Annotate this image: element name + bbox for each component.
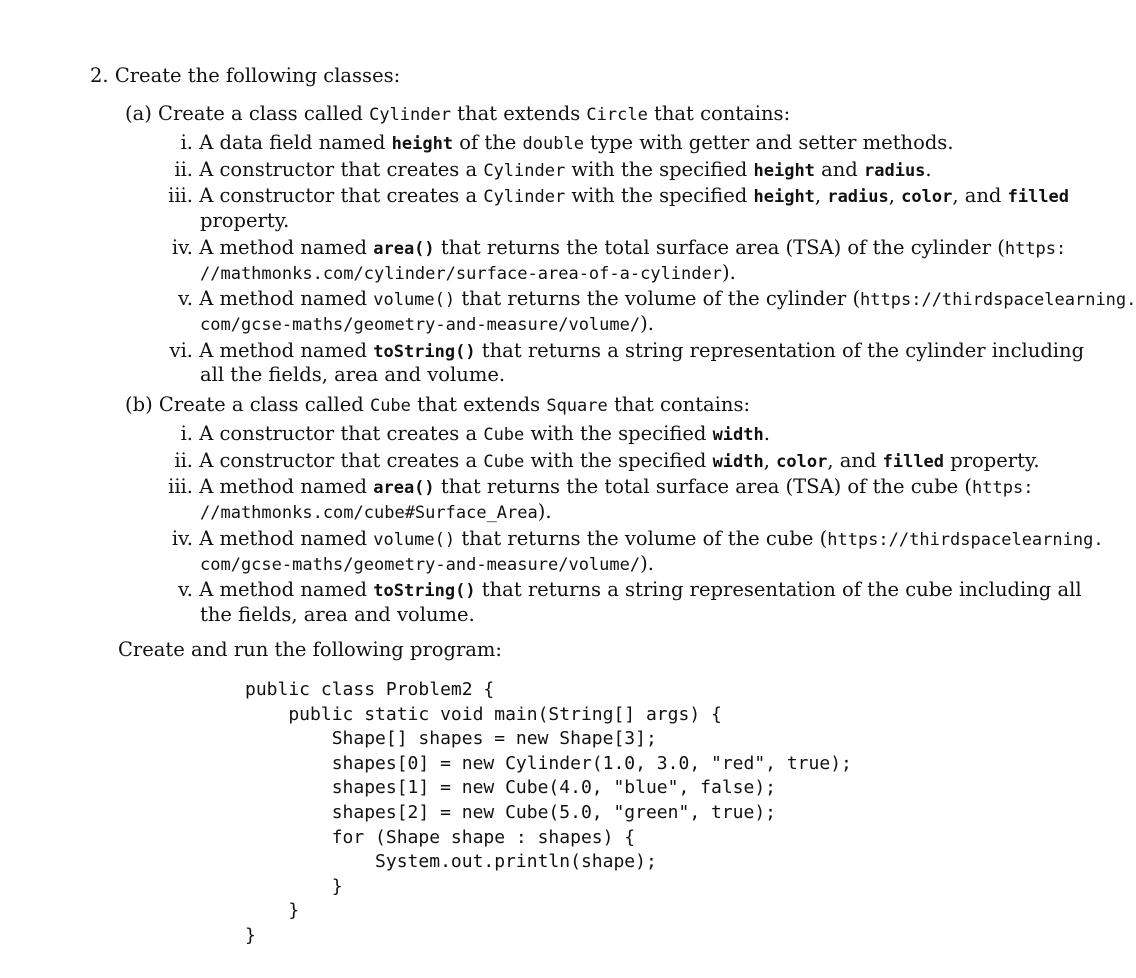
part-b-item-3-cont bbox=[200, 500, 552, 525]
part-b-parent-class: Square bbox=[546, 396, 608, 416]
item-text: that returns the volume of the cylinder ( bbox=[455, 287, 861, 310]
item-text: A constructor that creates a bbox=[199, 184, 484, 207]
url-link[interactable]: //mathmonks.com/cube#Surface_Area bbox=[200, 503, 538, 523]
url-link[interactable]: com/gcse-maths/geometry-and-measure/volume/ bbox=[200, 315, 641, 335]
code-line: shapes[1] = new Cube(4.0, "blue", false); bbox=[245, 777, 777, 799]
code-term: width bbox=[712, 452, 764, 472]
item-text: type with getter and setter methods. bbox=[583, 131, 954, 154]
item-text: that returns the total surface area (TSA) of the cylinder ( bbox=[434, 236, 1005, 259]
code-term: height bbox=[391, 134, 454, 154]
code-line: shapes[0] = new Cylinder(1.0, 3.0, "red", true); bbox=[245, 752, 852, 774]
item-label: iii. bbox=[168, 184, 193, 207]
item-label: i. bbox=[180, 422, 193, 445]
item-label: ii. bbox=[174, 449, 193, 472]
code-term: Cylinder bbox=[483, 187, 566, 207]
code-term: color bbox=[901, 187, 953, 207]
item-text: with the specified bbox=[524, 449, 713, 472]
part-a-class-name: Cylinder bbox=[369, 105, 451, 125]
item-text: A constructor that creates a bbox=[199, 422, 484, 445]
code-term: filled bbox=[882, 452, 945, 472]
part-a-text: that contains: bbox=[647, 102, 791, 125]
part-b-item-4 bbox=[160, 527, 1104, 552]
item-text: of the bbox=[453, 131, 523, 154]
item-text: ). bbox=[721, 261, 736, 284]
item-text: and bbox=[814, 158, 864, 181]
part-a-item-2 bbox=[160, 158, 932, 183]
item-text: that returns a string representation of the cylinder including bbox=[475, 339, 1085, 362]
code-block bbox=[245, 678, 852, 949]
part-a-item-5 bbox=[160, 287, 1136, 312]
item-label: v. bbox=[178, 578, 193, 601]
item-text: that returns a string representation of the cube including all bbox=[475, 578, 1082, 601]
part-a-item-3 bbox=[160, 184, 1069, 209]
part-b-text: that contains: bbox=[607, 393, 751, 416]
item-text: ). bbox=[537, 500, 552, 523]
item-text: that returns the volume of the cube ( bbox=[455, 527, 828, 550]
code-term: double bbox=[522, 134, 584, 154]
code-line: } bbox=[245, 924, 256, 946]
item-text: , bbox=[814, 184, 828, 207]
item-text: , bbox=[763, 449, 777, 472]
item-text: A method named bbox=[199, 339, 374, 362]
part-a-text: Create a class called bbox=[158, 102, 370, 125]
part-b-text: that extends bbox=[410, 393, 547, 416]
part-a-item-3-cont bbox=[200, 209, 289, 233]
item-text: ). bbox=[640, 552, 654, 575]
item-text: A method named bbox=[199, 527, 374, 550]
code-term: volume() bbox=[373, 290, 456, 310]
item-text: , and bbox=[827, 449, 883, 472]
code-line: } bbox=[245, 875, 343, 897]
item-text: A method named bbox=[199, 287, 374, 310]
url-link[interactable]: https: bbox=[972, 478, 1034, 498]
code-term: filled bbox=[1007, 187, 1070, 207]
code-line: Shape[] shapes = new Shape[3]; bbox=[245, 728, 657, 750]
part-b-item-4-cont bbox=[200, 552, 654, 577]
item-label: iii. bbox=[168, 475, 193, 498]
item-text: , and bbox=[952, 184, 1008, 207]
item-text: property. bbox=[200, 209, 290, 232]
code-line: } bbox=[245, 900, 300, 922]
item-text: all the fields, area and volume. bbox=[200, 363, 506, 386]
url-link[interactable]: com/gcse-maths/geometry-and-measure/volume/ bbox=[200, 555, 641, 575]
code-term: volume() bbox=[373, 530, 456, 550]
code-term: Cylinder bbox=[483, 161, 566, 181]
item-text: , bbox=[888, 184, 902, 207]
item-label: v. bbox=[178, 287, 193, 310]
code-line: shapes[2] = new Cube(5.0, "green", true); bbox=[245, 801, 777, 823]
item-text: A method named bbox=[199, 236, 374, 259]
problem-title: Create the following classes: bbox=[114, 64, 401, 87]
item-label: i. bbox=[180, 131, 193, 154]
url-link[interactable]: https: bbox=[1004, 239, 1067, 259]
part-b-text: Create a class called bbox=[158, 393, 370, 416]
item-label: iv. bbox=[171, 527, 193, 550]
part-b-item-5 bbox=[160, 578, 1082, 603]
code-line: public class Problem2 { bbox=[245, 679, 495, 700]
item-text: with the specified bbox=[524, 422, 713, 445]
code-term: radius bbox=[864, 161, 926, 181]
part-a-label: (a) bbox=[125, 102, 152, 125]
part-b-item-3 bbox=[160, 475, 1033, 500]
part-a-parent-class: Circle bbox=[586, 105, 648, 125]
code-term: height bbox=[753, 161, 815, 181]
item-text: property. bbox=[944, 449, 1040, 472]
part-a-item-1 bbox=[160, 131, 954, 156]
part-b-item-2 bbox=[160, 449, 1040, 474]
item-text: . bbox=[763, 422, 770, 445]
part-a-item-4-cont bbox=[200, 261, 736, 286]
problem-number: 2. bbox=[90, 64, 109, 87]
item-label: vi. bbox=[169, 339, 193, 362]
code-term: area() bbox=[373, 239, 435, 259]
item-text: the fields, area and volume. bbox=[200, 603, 475, 626]
part-b-heading bbox=[125, 393, 750, 418]
part-b-class-name: Cube bbox=[369, 396, 411, 416]
code-line: for (Shape shape : shapes) { bbox=[245, 826, 636, 848]
part-b-item-5-cont bbox=[200, 603, 475, 627]
code-line: System.out.println(shape); bbox=[245, 851, 657, 873]
part-a-item-6-cont bbox=[200, 363, 505, 387]
code-term: toString() bbox=[373, 581, 476, 601]
url-link[interactable]: //mathmonks.com/cylinder/surface-area-of-a-cylinder bbox=[200, 264, 722, 284]
item-label: iv. bbox=[171, 236, 193, 259]
part-b-label: (b) bbox=[125, 393, 153, 416]
item-text: A method named bbox=[199, 475, 374, 498]
part-a-item-5-cont bbox=[200, 312, 654, 337]
program-intro: Create and run the following program: bbox=[118, 638, 502, 661]
item-text: . bbox=[925, 158, 932, 181]
code-term: Cube bbox=[483, 452, 525, 472]
code-term: area() bbox=[373, 478, 435, 498]
part-a-item-6 bbox=[160, 339, 1084, 364]
code-term: width bbox=[712, 425, 764, 445]
item-text: A constructor that creates a bbox=[199, 158, 484, 181]
part-a-item-4 bbox=[160, 236, 1066, 261]
item-text: A data field named bbox=[199, 131, 392, 154]
problem-heading bbox=[90, 64, 400, 88]
item-text: with the specified bbox=[565, 158, 754, 181]
code-term: color bbox=[776, 452, 828, 472]
code-term: Cube bbox=[483, 425, 525, 445]
item-text: that returns the total surface area (TSA) of the cube ( bbox=[434, 475, 973, 498]
code-term: radius bbox=[827, 187, 889, 207]
item-label: ii. bbox=[174, 158, 193, 181]
code-term: toString() bbox=[373, 342, 476, 362]
part-a-text: that extends bbox=[450, 102, 587, 125]
item-text: A method named bbox=[199, 578, 374, 601]
part-a-heading bbox=[125, 102, 790, 127]
code-term: height bbox=[753, 187, 815, 207]
url-link[interactable]: https://thirdspacelearning. bbox=[827, 530, 1104, 550]
item-text: with the specified bbox=[565, 184, 754, 207]
url-link[interactable]: https://thirdspacelearning. bbox=[860, 290, 1136, 310]
item-text: A constructor that creates a bbox=[199, 449, 484, 472]
part-b-item-1 bbox=[160, 422, 770, 447]
code-line: public static void main(String[] args) { bbox=[245, 703, 722, 725]
item-text: ). bbox=[640, 312, 654, 335]
